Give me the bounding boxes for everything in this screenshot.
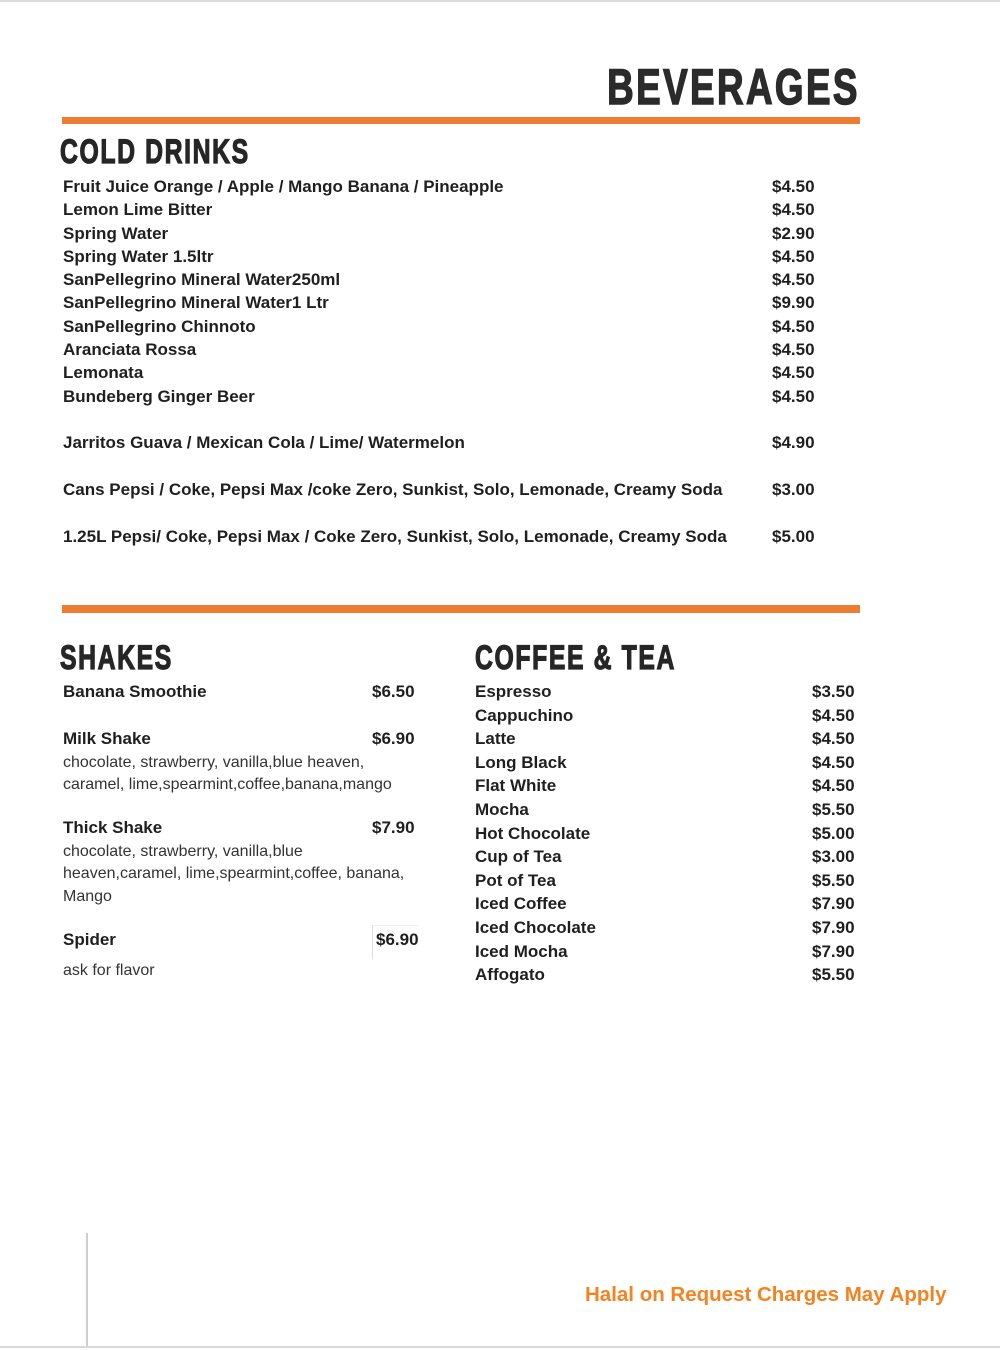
menu-item-row — [63, 175, 818, 198]
item-name: Espresso — [475, 682, 552, 701]
shakes-list — [63, 680, 418, 983]
menu-item-row — [475, 845, 858, 869]
item-name: Hot Chocolate — [475, 823, 591, 843]
item-name: 1.25L Pepsi/ Coke, Pepsi Max / Coke Zero, Sunkist, Solo, Lemonade, Creamy Soda — [63, 526, 727, 546]
item-price: $6.90 — [372, 925, 418, 959]
menu-item-row — [475, 940, 858, 964]
item-price: $2.90 — [772, 223, 815, 243]
menu-item-row — [63, 727, 418, 750]
item-name: Flat White — [475, 776, 557, 796]
item-price: $4.50 — [772, 340, 815, 360]
item-price: $5.00 — [812, 823, 855, 843]
section-divider-rule — [62, 605, 860, 613]
menu-item-row — [63, 245, 818, 268]
item-name: Lemon Lime Bitter — [63, 200, 213, 220]
item-name: Spring Water — [63, 223, 169, 243]
item-name: Latte — [475, 729, 516, 749]
menu-item-row — [63, 361, 818, 384]
item-price: $7.90 — [812, 894, 855, 914]
item-name: Fruit Juice Orange / Apple / Mango Banana / Pineapple — [63, 177, 504, 196]
menu-item-row — [475, 963, 858, 987]
item-name: Mocha — [475, 799, 529, 819]
item-price: $6.50 — [372, 682, 415, 701]
item-name: SanPellegrino Chinnoto — [63, 316, 256, 336]
bottom-left-vertical-line — [86, 1233, 88, 1346]
menu-item-row — [63, 315, 818, 338]
menu-item-row — [475, 680, 858, 704]
item-name: Banana Smoothie — [63, 682, 207, 701]
menu-item-block — [63, 727, 418, 796]
item-name: Bundeberg Ginger Beer — [63, 386, 255, 406]
menu-item-row — [63, 268, 818, 291]
item-name: Cappuchino — [475, 705, 574, 725]
menu-item-block — [63, 680, 418, 703]
coffee-tea-list — [475, 680, 858, 987]
menu-item-block — [63, 928, 418, 983]
item-price: $4.50 — [772, 270, 815, 290]
menu-item-row — [63, 385, 818, 408]
menu-item-row — [475, 727, 858, 751]
menu-item-row — [63, 198, 818, 221]
item-name: Spider — [63, 929, 116, 949]
cold-drinks-list — [63, 175, 818, 548]
cold-drinks-heading: COLD DRINKS — [60, 131, 250, 171]
menu-item-row — [63, 525, 818, 548]
menu-item-row — [63, 816, 418, 839]
item-price: $4.50 — [772, 316, 815, 336]
title-underline-rule — [62, 117, 860, 124]
item-name: Lemonata — [63, 363, 144, 383]
item-name: Cup of Tea — [475, 847, 562, 867]
item-name: SanPellegrino Mineral Water250ml — [63, 270, 341, 290]
bottom-edge-line — [0, 1346, 1000, 1348]
item-name: SanPellegrino Mineral Water1 Ltr — [63, 293, 329, 313]
menu-item-row — [475, 892, 858, 916]
menu-item-row — [63, 291, 818, 314]
item-description: chocolate, strawberry, vanilla,blue heaven, caramel, lime,spearmint,coffee,banana,mango — [63, 753, 392, 793]
menu-item-row — [475, 751, 858, 775]
menu-item-row — [475, 798, 858, 822]
menu-item-row — [63, 431, 818, 454]
item-name: Aranciata Rossa — [63, 340, 197, 360]
item-description: ask for flavor — [63, 962, 155, 980]
item-description: chocolate, strawberry, vanilla,blue heaven,caramel, lime,spearmint,coffee, banana, Mango — [63, 842, 405, 905]
item-price: $3.00 — [812, 847, 855, 867]
item-price: $5.50 — [812, 870, 855, 890]
item-price: $4.50 — [772, 177, 815, 196]
menu-item-row — [475, 869, 858, 893]
item-price: $9.90 — [772, 293, 815, 313]
item-price: $4.50 — [812, 705, 855, 725]
item-price: $4.50 — [812, 752, 855, 772]
menu-item-row — [475, 916, 858, 940]
item-price: $6.90 — [372, 729, 415, 749]
item-price: $4.50 — [772, 386, 815, 406]
coffee-tea-heading: COFFEE & TEA — [475, 637, 677, 677]
item-price: $4.90 — [772, 432, 815, 452]
item-name: Affogato — [475, 965, 545, 985]
item-name: Thick Shake — [63, 818, 163, 838]
item-name: Jarritos Guava / Mexican Cola / Lime/ Watermelon — [63, 432, 465, 452]
menu-item-row — [63, 222, 818, 245]
item-price: $3.00 — [772, 480, 815, 500]
menu-item-row — [63, 478, 818, 501]
item-name: Cans Pepsi / Coke, Pepsi Max /coke Zero, Sunkist, Solo, Lemonade, Creamy Soda — [63, 480, 723, 500]
page-title: BEVERAGES — [607, 58, 860, 115]
item-price: $5.50 — [812, 799, 855, 819]
menu-item-block — [63, 816, 418, 908]
halal-footer-note: Halal on Request Charges May Apply — [585, 1283, 947, 1306]
shakes-heading: SHAKES — [60, 637, 173, 677]
item-price: $4.50 — [772, 363, 815, 383]
item-name: Iced Chocolate — [475, 917, 596, 937]
top-edge-line — [0, 0, 1000, 2]
menu-item-row — [63, 680, 418, 703]
item-name: Iced Coffee — [475, 894, 567, 914]
menu-item-row — [63, 928, 418, 959]
menu-item-row — [475, 774, 858, 798]
item-price: $7.90 — [812, 941, 855, 961]
item-price: $3.50 — [812, 682, 855, 701]
item-name: Pot of Tea — [475, 870, 556, 890]
item-name: Spring Water 1.5ltr — [63, 246, 214, 266]
item-price: $4.50 — [812, 776, 855, 796]
item-price: $7.90 — [372, 818, 415, 838]
item-price: $4.50 — [772, 200, 815, 220]
item-price: $4.50 — [812, 729, 855, 749]
item-name: Milk Shake — [63, 729, 151, 749]
menu-item-row — [475, 704, 858, 728]
item-price: $4.50 — [772, 246, 815, 266]
item-name: Iced Mocha — [475, 941, 568, 961]
menu-item-row — [475, 822, 858, 846]
item-price: $5.50 — [812, 965, 855, 985]
item-price: $5.00 — [772, 526, 815, 546]
item-name: Long Black — [475, 752, 567, 772]
item-price: $7.90 — [812, 917, 855, 937]
menu-item-row — [63, 338, 818, 361]
